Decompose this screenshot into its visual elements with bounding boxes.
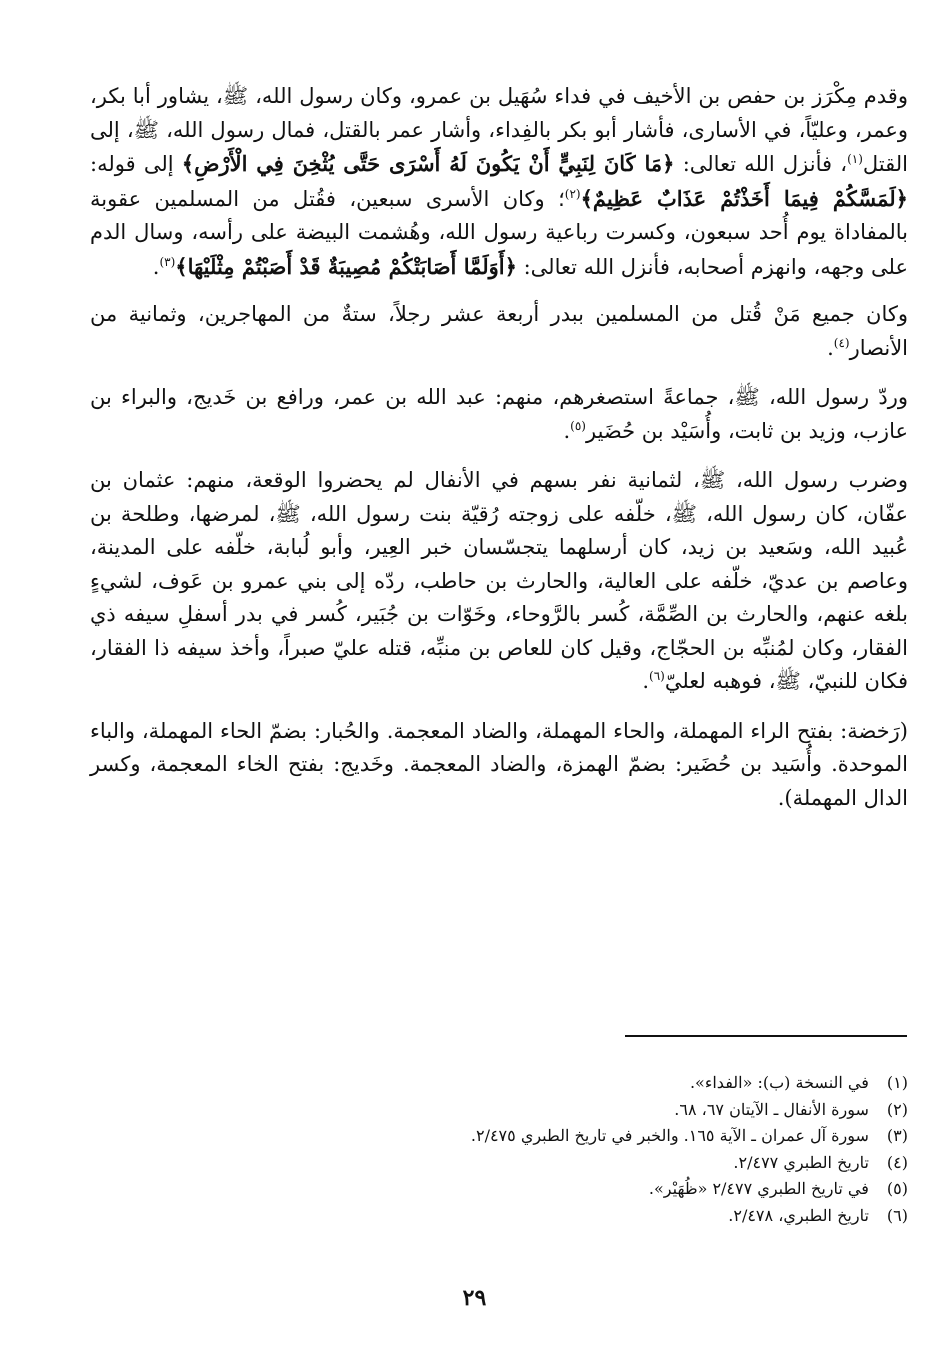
- paragraph-4: [90, 464, 908, 699]
- text: .: [563, 418, 571, 443]
- quran-verse: ﴿مَا كَانَ لِنَبِيٍّ أَنْ يَكُونَ لَهُ أَسْرَى حَتَّى يُثْخِنَ فِي الْأَرْضِ﴾: [181, 151, 675, 176]
- footnote-text: في تاريخ الطبري ٢/٤٧٧ «ظُهَيْر».: [648, 1179, 869, 1198]
- text: ؛ وكان الأسرى سبعين، فقُتل من المسلمين عقوبة بالمفاداة يوم أُحد سبعون، وكسرت رباعية رسول الله، وهُشمت البيضة على رأسه، وسال الدم على وجهه، وانهزم أصحابه، فأنزل الله تعالى:: [90, 186, 908, 279]
- footnote-text: في النسخة (ب): «الفداء».: [689, 1073, 869, 1092]
- text: ، فأنزل الله تعالى:: [674, 152, 848, 176]
- footnote-ref-2: (٢): [564, 186, 581, 201]
- footnote-number: (٣): [886, 1126, 908, 1145]
- text: إلى قوله:: [90, 152, 182, 176]
- footnote-ref-3: (٣): [159, 254, 176, 269]
- footnote-text: تاريخ الطبري ٢/٤٧٧.: [733, 1152, 869, 1172]
- text: وكان جميع مَنْ قُتل من المسلمين ببدر أربعة عشر رجلاً، ستةٌ من المهاجرين، وثمانية من الأنصار: [90, 302, 908, 360]
- page-number: ٢٩: [462, 1285, 487, 1311]
- footnote-number: (٢): [886, 1099, 908, 1119]
- footnote-number: (٥): [886, 1179, 908, 1198]
- text: .: [642, 669, 650, 693]
- paragraph-1: [90, 80, 908, 284]
- quran-verse: ﴿لَمَسَّكُمْ فِيمَا أَخَذْتُمْ عَذَابٌ عَظِيمٌ﴾: [580, 185, 908, 211]
- footnote-6: [90, 1203, 908, 1230]
- text: وضرب رسول الله، ﷺ، لثمانية نفر بسهم في الأنفال لم يحضروا الوقعة، منهم: عثمان بن عفّان، كان رسول الله، ﷺ، خلّفه على زوجته رُقيّة بنت رسول الله، ﷺ، لمرضها، وطلحة بن عُبيد الله، وسَعيد بن زيد، كان أرسلهما يتجسّسان خبر العِير، وأبو لُبابة، خلّفه على المدينة، وعاصم بن عديّ، خلّفه على العالية، والحارث بن حاطب، ردّه إلى بني عمرو بن عَوف، لشيءٍ بلغه عنهم، والحارث بن الصِّمَّة، كُسر بالرَّوحاء، وخَوّات بن جُبَير، كُسر في بدر أسفلِ سيفه ذي الفقار، وكان لمُنبِّه بن الحجّاج، وقيل كان للعاص بن منبِّه، قتله عليّ صبراً، وأخذ سيفه ذا الفقار، فكان للنبيّ، ﷺ، فوهبه لعليّ: [90, 468, 908, 693]
- footnote-text: سورة آل عمران ـ الآية ١٦٥. والخبر في تاريخ الطبري ٢/٤٧٥.: [470, 1126, 869, 1145]
- footnote-4: [90, 1150, 908, 1177]
- footnote-divider: [625, 1035, 907, 1037]
- paragraph-3: [90, 381, 908, 448]
- footnote-ref-5: (٥): [570, 418, 586, 433]
- footnote-1: [90, 1070, 908, 1097]
- footnote-number: (٤): [886, 1152, 908, 1172]
- footnote-number: (١): [886, 1073, 908, 1092]
- footnote-ref-4: (٤): [833, 335, 850, 350]
- footnote-number: (٦): [886, 1205, 908, 1225]
- paragraph-2: [90, 298, 908, 365]
- footnotes: [90, 1070, 908, 1229]
- footnote-2: [90, 1097, 908, 1124]
- footnote-ref-6: (٦): [649, 669, 665, 683]
- paragraph-5: [90, 715, 908, 816]
- footnote-text: سورة الأنفال ـ الآيتان ٦٧، ٦٨.: [674, 1099, 869, 1119]
- text: (رَخضة: بفتح الراء المهملة، والحاء المهملة، والضاد المعجمة. والحُبار: بضمّ الحاء المهملة، والباء الموحدة. وأُسَيد بن حُضَير: بضمّ الهمزة، والضاد المعجمة. وخَديج: بفتح الخاء المعجمة، وكسر الدال المهملة).: [90, 718, 908, 810]
- quran-verse: ﴿أَوَلَمَّا أَصَابَتْكُمْ مُصِيبَةٌ قَدْ أَصَبْتُمْ مِثْلَيْهَا﴾: [175, 253, 517, 279]
- text: .: [827, 335, 834, 360]
- text: وردّ رسول الله، ﷺ، جماعةً استصغرهم، منهم: عبد الله بن عمر، ورافع بن خَديج، والبراء بن عازب، وزيد بن ثابت، وأُسَيْد بن حُضَير: [90, 385, 908, 443]
- footnote-text: تاريخ الطبري، ٢/٤٧٨.: [728, 1205, 869, 1225]
- footnote-3: [90, 1123, 908, 1150]
- text: وقدم مِكْرَز بن حفص بن الأخيف في فداء سُهَيل بن عمرو، وكان رسول الله، ﷺ، يشاور أبا بكر، وعمر، وعليّاً، في الأسارى، فأشار أبو بكر بالفِداء، وأشار عمر بالقتل، فمال رسول الله، ﷺ، إلى القتل: [90, 84, 908, 176]
- footnote-5: [90, 1176, 908, 1203]
- text: .: [152, 254, 160, 279]
- main-text: [90, 80, 908, 831]
- footnote-ref-1: (١): [847, 152, 863, 166]
